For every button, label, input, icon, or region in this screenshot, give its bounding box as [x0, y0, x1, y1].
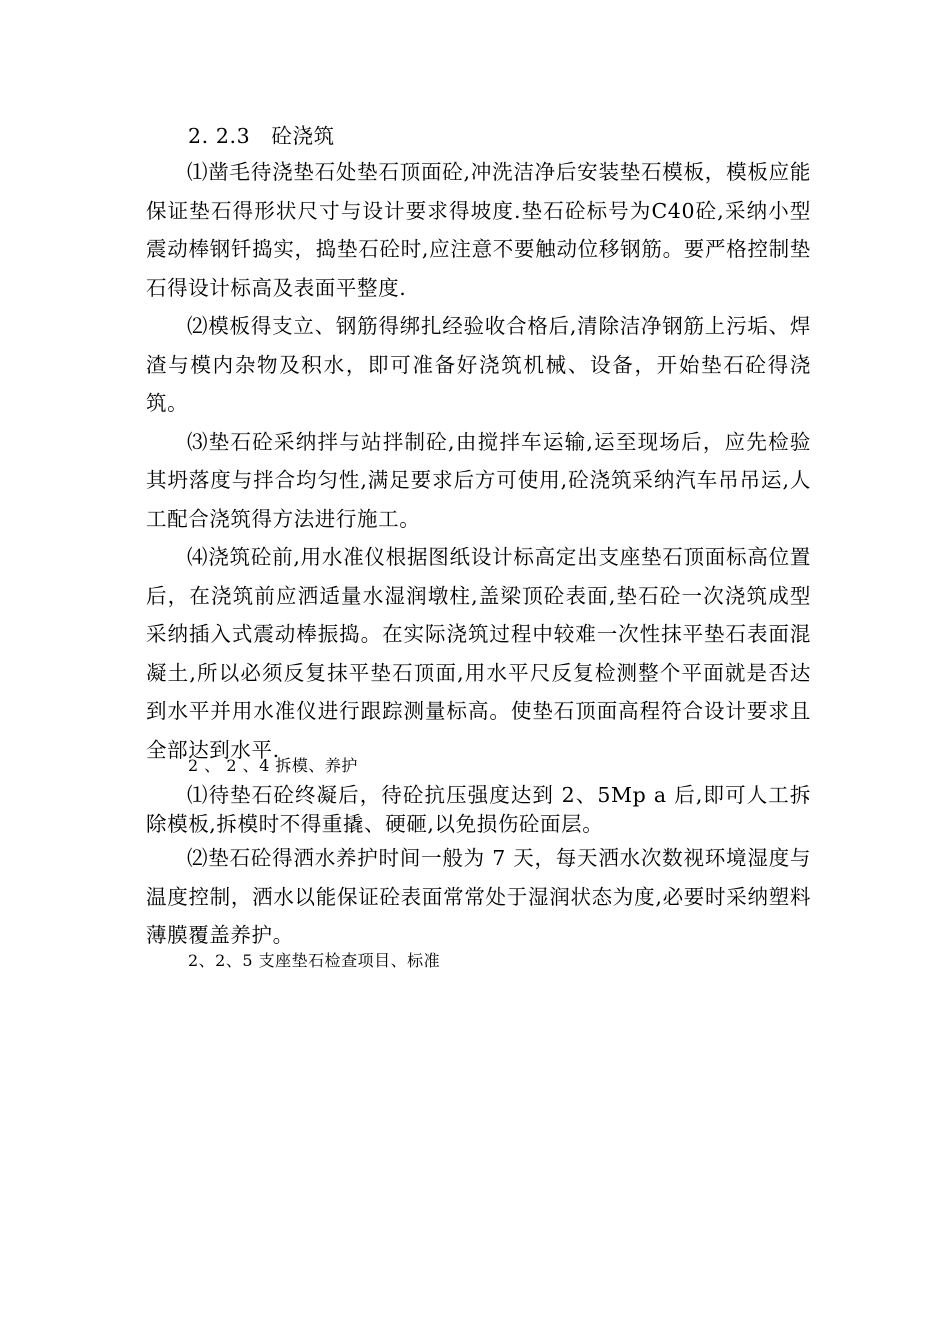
paragraph-2: ⑵模板得支立、钢筋得绑扎经验收合格后,清除洁净钢筋上污垢、焊渣与模内杂物及积水，即可准备好浇筑机械、设备，开始垫石砼得浇筑。 — [146, 314, 811, 415]
section-body-2-2-4 — [146, 781, 811, 955]
section-heading-2-2-4: 2 、 2 、4 拆模、养护 — [188, 756, 358, 775]
section-body-2-2-3 — [146, 153, 811, 769]
paragraph-3: ⑶垫石砼采纳拌与站拌制砼,由搅拌车运输,运至现场后，应先检验其坍落度与拌合均匀性,满足要求后方可使用,砼浇筑采纳汽车吊吊运,人工配合浇筑得方法进行施工。 — [146, 429, 811, 531]
paragraph-1: ⑴凿毛待浇垫石处垫石顶面砼,冲洗洁净后安装垫石模板，模板应能保证垫石得形状尺寸与设计要求得坡度.垫石砼标号为C40砼,采纳小型震动棒钢钎捣实，捣垫石砼时,应注意不要触动位移钢筋。要严格控制垫石得设计标高及表面平整度. — [146, 160, 811, 300]
section-heading-2-2-5: 2、2、5 支座垫石检查项目、标准 — [188, 951, 441, 970]
paragraph-5: ⑴待垫石砼终凝后，待砼抗压强度达到 2、5Mp a 后,即可人工拆除模板,拆模时不得重撬、硬砸,以免损伤砼面层。 — [146, 783, 811, 836]
section-heading-2-2-3: 2. 2.3 砼浇筑 — [188, 124, 335, 148]
paragraph-4: ⑷浇筑砼前,用水准仪根据图纸设计标高定出支座垫石顶面标高位置后，在浇筑前应洒适量水湿润墩柱,盖梁顶砼表面,垫石砼一次浇筑成型采纳插入式震动棒振捣。在实际浇筑过程中较难一次性抹平垫石表面混凝土,所以必须反复抹平垫石顶面,用水平尺反复检测整个平面就是否达到水平并用水准仪进行跟踪测量标高。使垫石顶面高程符合设计要求且全部达到水平. — [146, 545, 811, 762]
paragraph-6: ⑵垫石砼得洒水养护时间一般为 7 天，每天洒水次数视环境湿度与温度控制，洒水以能保证砼表面常常处于湿润状态为度,必要时采纳塑料薄膜覆盖养护。 — [146, 846, 811, 947]
